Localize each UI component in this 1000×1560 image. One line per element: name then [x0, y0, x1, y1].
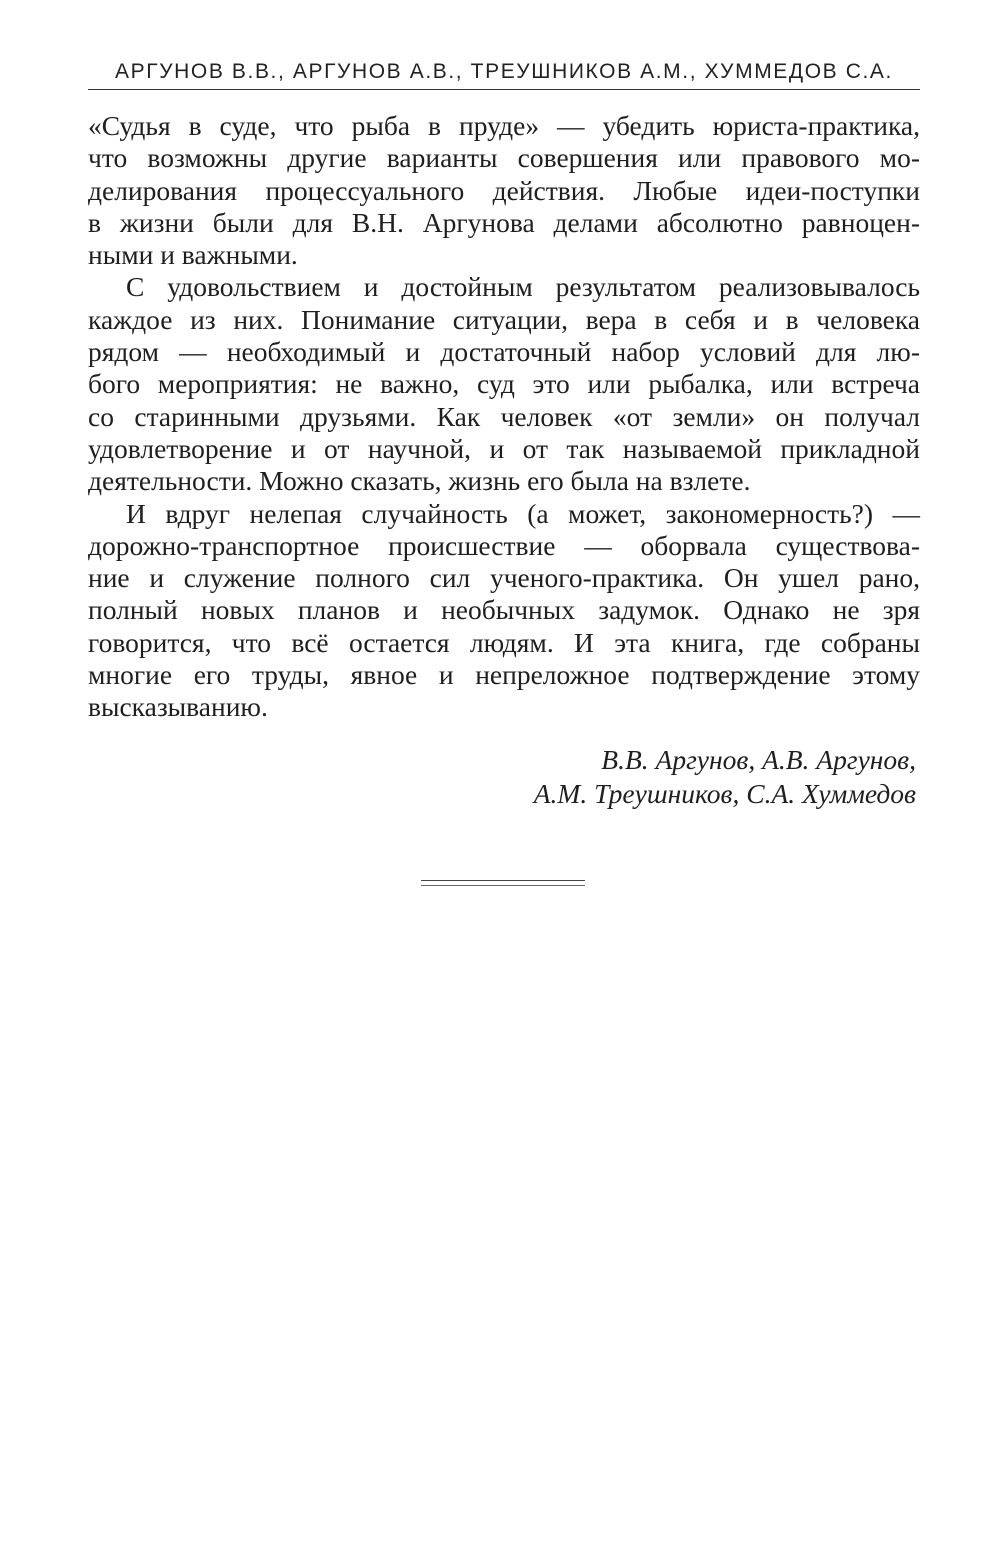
signature-line-1: В.В. Аргунов, А.В. Аргунов, [601, 744, 916, 775]
text-line: что возможны другие варианты совершения или правового мо- [88, 142, 920, 174]
text-line: каждое из них. Понимание ситуации, вера в себя и в человека [88, 303, 920, 335]
text-line: С удовольствием и достойным результатом реализовывалось [126, 271, 920, 303]
text-line: делирования процессуального действия. Любые идеи-поступки [88, 174, 920, 206]
signature-block [88, 743, 916, 811]
text-line: говорится, что всё остается людям. И эта книга, где собраны [88, 626, 920, 658]
text-line: высказыванию. [88, 691, 268, 723]
text-line: деятельности. Можно сказать, жизнь его была на взлете. [88, 465, 751, 497]
signature-line-2: А.М. Треушников, С.А. Хуммедов [533, 778, 916, 809]
header-rule [88, 89, 920, 90]
text-line: многие его труды, явное и непреложное подтверждение этому [88, 659, 920, 691]
text-line: бого мероприятия: не важно, суд это или рыбалка, или встреча [88, 368, 920, 400]
running-head: АРГУНОВ В.В., АРГУНОВ А.В., ТРЕУШНИКОВ А.М., ХУММЕДОВ С.А. [115, 60, 893, 83]
text-line: рядом — необходимый и достаточный набор условий для лю- [88, 336, 920, 368]
body-text [88, 110, 920, 724]
text-line: со старинными друзьями. Как человек «от земли» он получал [88, 400, 920, 432]
ornament-rule-top [421, 880, 585, 881]
text-line: дорожно-транспортное происшествие — оборвала существова- [88, 529, 920, 561]
ornament-rule-bottom [421, 885, 585, 886]
text-line: «Судья в суде, что рыба в пруде» — убедить юриста-практика, [88, 110, 920, 141]
end-ornament-divider [421, 878, 585, 888]
text-line: удовлетворение и от научной, и от так называемой прикладной [88, 432, 920, 464]
text-line: полный новых планов и необычных задумок. Однако не зря [88, 594, 920, 626]
text-line: И вдруг нелепая случайность (а может, закономерность?) — [126, 497, 920, 529]
text-line: ние и служение полного сил ученого-практика. Он ушел рано, [88, 562, 920, 594]
text-line: в жизни были для В.Н. Аргунова делами абсолютно равноцен- [88, 206, 920, 238]
text-line: ными и важными. [88, 239, 298, 271]
